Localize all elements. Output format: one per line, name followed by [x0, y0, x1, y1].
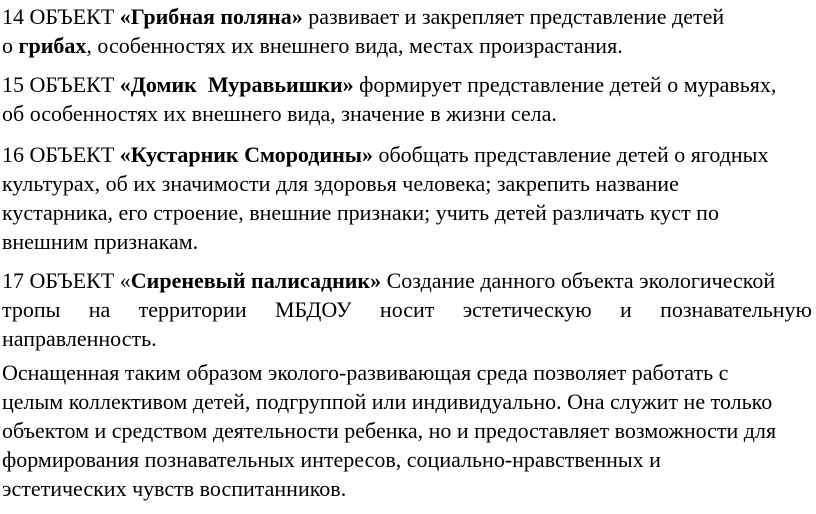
- object-16-line-3: кустарника, его строение, внешние признаки; учить детей различать куст по: [2, 200, 719, 225]
- object-17-line-2: тропы на территории МБДОУ носит эстетическую и познавательную: [2, 297, 812, 322]
- object-14-paragraph: [2, 2, 812, 60]
- object-14-number: 14 ОБЪЕКТ: [2, 4, 120, 29]
- object-16-line-1: [2, 140, 812, 169]
- object-15-paragraph: [2, 70, 812, 128]
- object-15-number: 15 ОБЪЕКТ: [2, 72, 120, 97]
- object-14-text-1: развивает и закрепляет представление детей: [302, 4, 725, 29]
- object-16-text-1: обобщать представление детей о ягодных: [372, 142, 769, 167]
- object-15-line-1: [2, 70, 812, 99]
- object-17-name: Сиреневый палисадник»: [130, 268, 382, 293]
- object-16-name: «Кустарник Смородины»: [119, 142, 373, 167]
- object-17-number: 17 ОБЪЕКТ «: [2, 268, 131, 293]
- summary-line-2: целым коллективом детей, подгруппой или индивидуально. Она служит не только: [2, 389, 773, 414]
- summary-line-3: объектом и средством деятельности ребенка, но и предоставляет возможности для: [2, 418, 777, 443]
- object-15-line-2: об особенностях их внешнего вида, значение в жизни села.: [2, 101, 557, 126]
- object-15-name: «Домик Муравьишки»: [119, 72, 354, 97]
- object-14-text-2-bold: грибах: [18, 33, 87, 58]
- object-16-line-2: культурах, об их значимости для здоровья человека; закрепить название: [2, 171, 679, 196]
- object-14-text-2-pre: о: [2, 33, 19, 58]
- object-17-line-1: [2, 266, 812, 295]
- object-14-name: «Грибная поляна»: [119, 4, 303, 29]
- object-17-line-3: направленность.: [2, 326, 157, 351]
- object-17-text-1: Создание данного объекта экологической: [381, 268, 776, 293]
- object-17-paragraph: [2, 266, 812, 353]
- object-16-number: 16 ОБЪЕКТ: [2, 142, 120, 167]
- object-15-text-1: формирует представление детей о муравьях,: [353, 72, 777, 97]
- object-16-line-4: внешним признакам.: [2, 229, 199, 254]
- summary-line-4: формирования познавательных интересов, социально-нравственных и: [2, 447, 661, 472]
- summary-line-5: эстетических чувств воспитанников.: [2, 476, 347, 501]
- object-14-text-2-post: , особенностях их внешнего вида, местах произрастания.: [86, 33, 623, 58]
- summary-paragraph: [2, 358, 812, 503]
- object-14-line-2: [2, 31, 812, 60]
- object-14-line-1: [2, 2, 812, 31]
- object-16-paragraph: [2, 140, 812, 256]
- summary-line-1: Оснащенная таким образом эколого-развивающая среда позволяет работать с: [2, 360, 729, 385]
